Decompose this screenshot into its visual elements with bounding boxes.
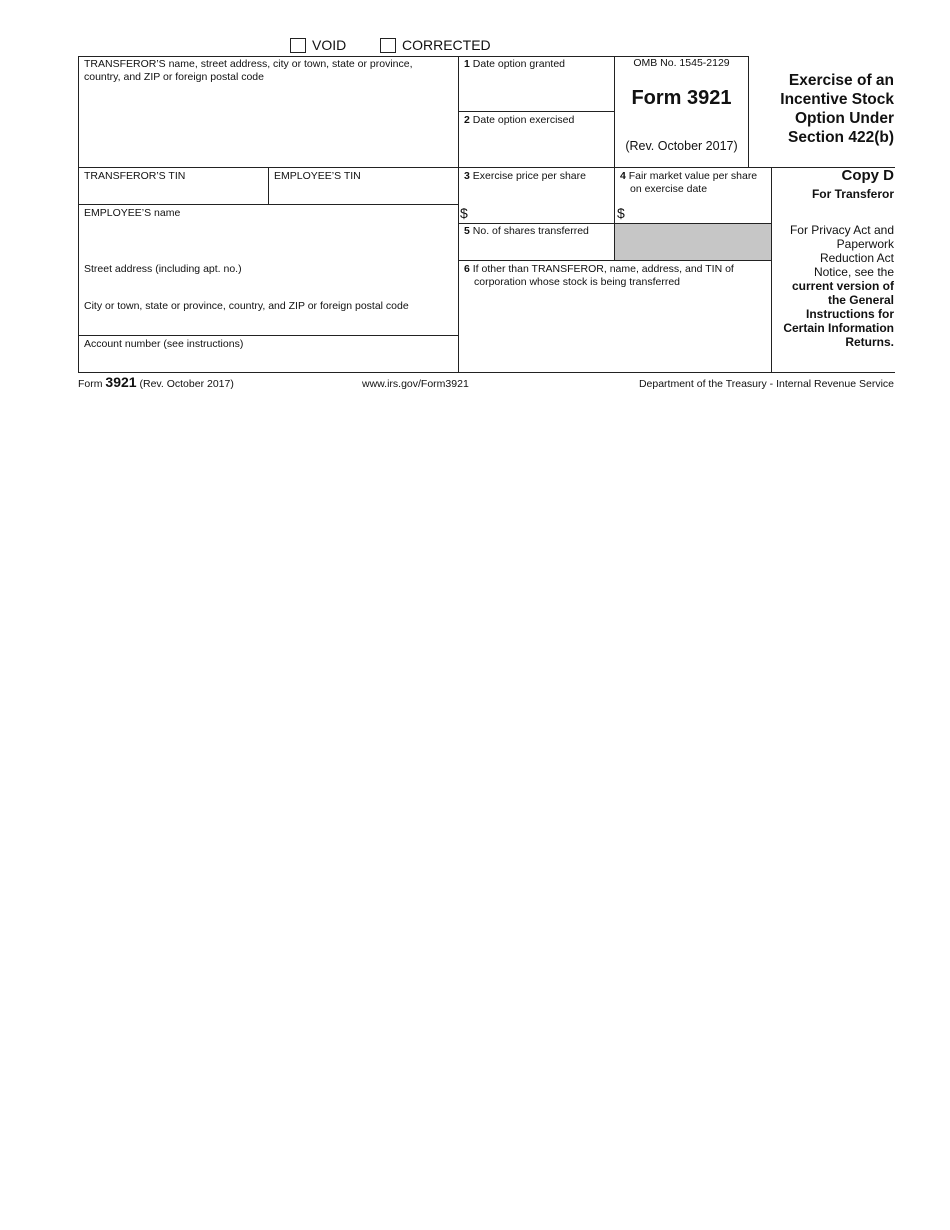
box1-number: 1 <box>464 58 470 70</box>
box3-dollar-sign: $ <box>460 205 468 221</box>
void-label: VOID <box>312 37 347 53</box>
footer-agency: Department of the Treasury - Internal Revenue Service <box>638 378 894 390</box>
box4-number: 4 <box>620 170 626 182</box>
corrected-checkbox[interactable] <box>380 38 396 53</box>
box5-label <box>464 225 612 238</box>
box3-text: Exercise price per share <box>472 170 586 182</box>
shaded-box <box>615 224 771 260</box>
date-option-granted-field[interactable] <box>459 74 613 110</box>
employee-tin-label: EMPLOYEE’S TIN <box>274 170 361 182</box>
title-line-4: Section 422(b) <box>788 129 894 146</box>
corporation-info-field[interactable] <box>459 292 770 371</box>
box1-label <box>464 58 612 71</box>
box2-label <box>464 114 612 127</box>
street-address-label: Street address (including apt. no.) <box>84 263 242 275</box>
exercise-price-field[interactable] <box>472 200 613 222</box>
form-title <box>750 71 894 147</box>
footer-form-number: 3921 <box>105 374 137 390</box>
city-label: City or town, state or province, country, and ZIP or foreign postal code <box>84 300 409 312</box>
account-number-label: Account number (see instructions) <box>84 338 244 350</box>
title-line-1: Exercise of an <box>788 72 894 89</box>
city-field[interactable] <box>79 314 457 334</box>
transferor-tin-label: TRANSFEROR’S TIN <box>84 170 186 182</box>
privacy-notice: For Privacy Act and Paperwork Reduction Act Notice, see the current version of the General Instructions for Certain Information Returns. <box>783 223 894 349</box>
form-name: Form 3921 <box>631 87 732 109</box>
shares-transferred-field[interactable] <box>459 240 613 259</box>
form-revision: (Rev. October 2017) <box>625 139 738 153</box>
box2-number: 2 <box>464 114 470 126</box>
void-checkbox[interactable] <box>290 38 306 53</box>
account-number-field[interactable] <box>79 352 457 371</box>
title-line-3: Option Under <box>794 110 894 127</box>
box2-text: Date option exercised <box>472 114 575 126</box>
box5-text: No. of shares transferred <box>472 225 589 237</box>
employee-tin-field[interactable] <box>269 183 457 203</box>
box6-label <box>464 263 760 289</box>
box3-label <box>464 170 612 183</box>
title-line-2: Incentive Stock <box>780 91 894 108</box>
fair-market-value-field[interactable] <box>629 200 770 222</box>
copy-d-heading: Copy D <box>841 167 894 184</box>
date-option-exercised-field[interactable] <box>459 130 613 166</box>
street-address-field[interactable] <box>79 277 457 299</box>
transferor-name-field[interactable] <box>79 85 457 166</box>
footer-form-id: Form 3921 (Rev. October 2017) <box>78 374 234 390</box>
box6-number: 6 <box>464 263 470 275</box>
box6-text: If other than TRANSFEROR, name, address, and TIN of corporation whose stock is being transferred <box>472 263 734 288</box>
employee-name-field[interactable] <box>79 221 457 259</box>
omb-number: OMB No. 1545-2129 <box>633 57 730 69</box>
box1-text: Date option granted <box>472 58 565 70</box>
transferor-name-label: TRANSFEROR’S name, street address, city or town, state or province, country, and ZIP or foreign postal code <box>84 58 413 83</box>
corrected-label: CORRECTED <box>402 37 491 53</box>
employee-name-label: EMPLOYEE’S name <box>84 207 181 219</box>
box4-label <box>620 170 768 196</box>
box5-number: 5 <box>464 225 470 237</box>
copy-d-recipient: For Transferor <box>811 187 894 201</box>
box4-dollar-sign: $ <box>617 205 625 221</box>
transferor-tin-field[interactable] <box>79 183 267 203</box>
box4-text: Fair market value per share on exercise date <box>628 170 758 195</box>
box3-number: 3 <box>464 170 470 182</box>
footer-url[interactable]: www.irs.gov/Form3921 <box>362 378 469 390</box>
